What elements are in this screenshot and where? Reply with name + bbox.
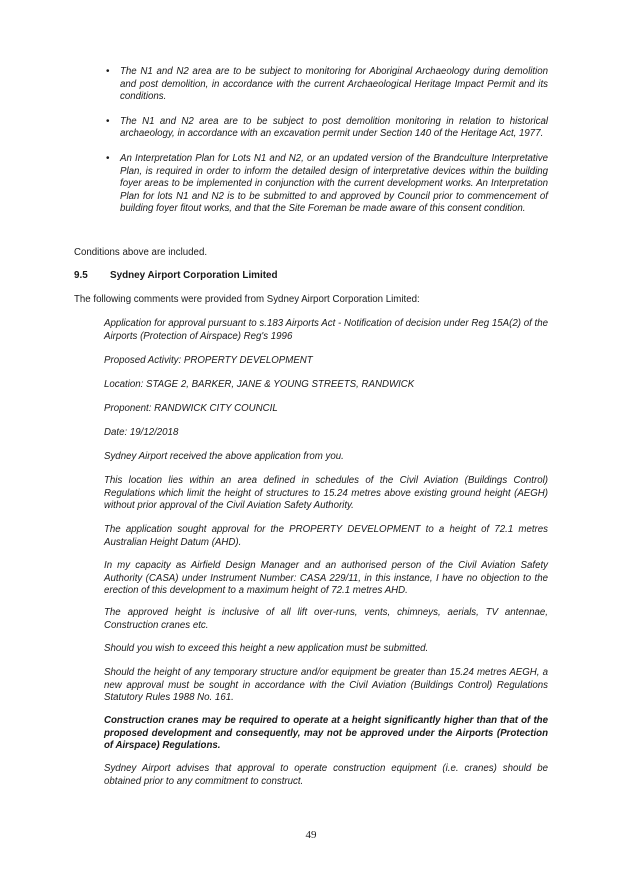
bullet-item-interpretation-plan (106, 152, 548, 216)
quote-inclusive: The approved height is inclusive of all lift over-runs, vents, chimneys, aerials, TV antennae, Construction cranes etc. (104, 607, 548, 631)
quote-date: Date: 19/12/2018 (104, 427, 179, 438)
quote-location: Location: STAGE 2, BARKER, JANE & YOUNG STREETS, RANDWICK (104, 379, 415, 390)
quote-exceed: Should you wish to exceed this height a new application must be submitted. (104, 643, 429, 654)
bullet-item-historical-archaeology (106, 115, 548, 141)
bullet-item-aboriginal-monitoring (106, 66, 548, 104)
conditions-note: Conditions above are included. (74, 247, 208, 258)
quote-activity: Proposed Activity: PROPERTY DEVELOPMENT (104, 355, 313, 366)
bullet-dot-icon: • (106, 152, 110, 164)
page-number: 49 (305, 829, 317, 841)
quote-capacity: In my capacity as Airfield Design Manager and an authorised person of the Civil Aviation Safety Authority (CASA) under Instrument Number: CASA 229/11, in this instance, I have no objection to the erection of this development to a maximum height of 72.1 metres AHD. (104, 560, 548, 597)
quote-cranes-warning: Construction cranes may be required to operate at a height significantly higher than that of the proposed development and consequently, may not be approved under the Airports (Protection of Airspace) Regulations. (104, 715, 548, 752)
quote-application: Application for approval pursuant to s.183 Airports Act - Notification of decision under Reg 15A(2) of the Airports (Protection of Airspace) Reg's 1996 (104, 318, 548, 342)
quote-temporary: Should the height of any temporary structure and/or equipment be greater than 15.24 metres AEGH, a new approval must be sought in accordance with the Civil Aviation (Buildings Control) Regulations Statutory Rules 1988 No. 161. (104, 667, 548, 704)
bullet-text: The N1 and N2 area are to be subject to post demolition monitoring in relation to historical archaeology, in accordance with an excavation permit under Section 140 of the Heritage Act, 1977. (120, 115, 548, 140)
quote-sought: The application sought approval for the PROPERTY DEVELOPMENT to a height of 72.1 metres Australian Height Datum (AHD). (104, 524, 548, 548)
bullet-text: The N1 and N2 area are to be subject to monitoring for Aboriginal Archaeology during demolition and post demolition, in accordance with the current Archaeological Heritage Impact Permit and its conditions. (120, 66, 548, 103)
section-number: 9.5 (74, 270, 88, 281)
quote-location-area: This location lies within an area defined in schedules of the Civil Aviation (Buildings Control) Regulations which limit the height of structures to 15.24 metres above existing ground height (AEGH) without prior approval of the Civil Aviation Safety Authority. (104, 475, 548, 512)
bullet-dot-icon: • (106, 66, 110, 77)
section-title: Sydney Airport Corporation Limited (110, 270, 278, 281)
bullet-text: An Interpretation Plan for Lots N1 and N2, or an updated version of the Brandculture Interpretative Plan, is required in order to inform the detailed design of interpretative devices within the building foyer areas to be implemented in conjunction with the current development works. An Interpretation Plan for lots N1 and N2 is to be submitted to and approved by Council prior to commencement of building foyer fitout works, and that the Site Foreman be made aware of this consent condition. (120, 152, 548, 215)
intro-paragraph: The following comments were provided from Sydney Airport Corporation Limited: (74, 294, 420, 305)
section-heading (74, 270, 554, 283)
bullet-dot-icon: • (106, 115, 110, 127)
quote-received: Sydney Airport received the above application from you. (104, 451, 344, 462)
conditions-bullet-list (106, 66, 548, 228)
quote-proponent: Proponent: RANDWICK CITY COUNCIL (104, 403, 278, 414)
quote-advises: Sydney Airport advises that approval to operate construction equipment (i.e. cranes) should be obtained prior to any commitment to construct. (104, 763, 548, 787)
